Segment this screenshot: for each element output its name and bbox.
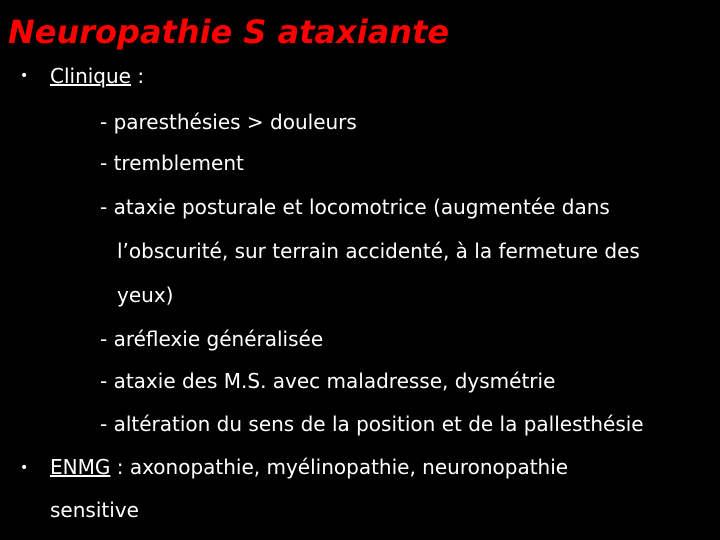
bullet-clinique-marker: •	[20, 68, 29, 84]
slide-title: Neuropathie S ataxiante	[8, 13, 450, 51]
clinique-heading-suffix: :	[131, 64, 145, 88]
enmg-continuation: sensitive	[50, 498, 139, 522]
clinique-item: - paresthésies > douleurs	[100, 110, 357, 134]
bullet-enmg-marker: •	[20, 460, 29, 476]
clinique-item-continuation: l’obscurité, sur terrain accidenté, à la fermeture des	[117, 239, 640, 263]
enmg-heading-line	[50, 453, 568, 481]
clinique-heading: Clinique	[50, 64, 131, 88]
clinique-item: - tremblement	[100, 151, 244, 175]
clinique-item-continuation: yeux)	[117, 283, 174, 307]
clinique-item: - ataxie posturale et locomotrice (augmentée dans	[100, 195, 610, 219]
enmg-heading-suffix: : axonopathie, myélinopathie, neuronopathie	[110, 455, 569, 479]
enmg-heading: ENMG	[50, 455, 111, 479]
clinique-heading-line	[50, 62, 144, 90]
clinique-item: - ataxie des M.S. avec maladresse, dysmétrie	[100, 369, 556, 393]
clinique-item: - aréflexie généralisée	[100, 327, 324, 351]
clinique-item: - altération du sens de la position et de la pallesthésie	[100, 412, 644, 436]
